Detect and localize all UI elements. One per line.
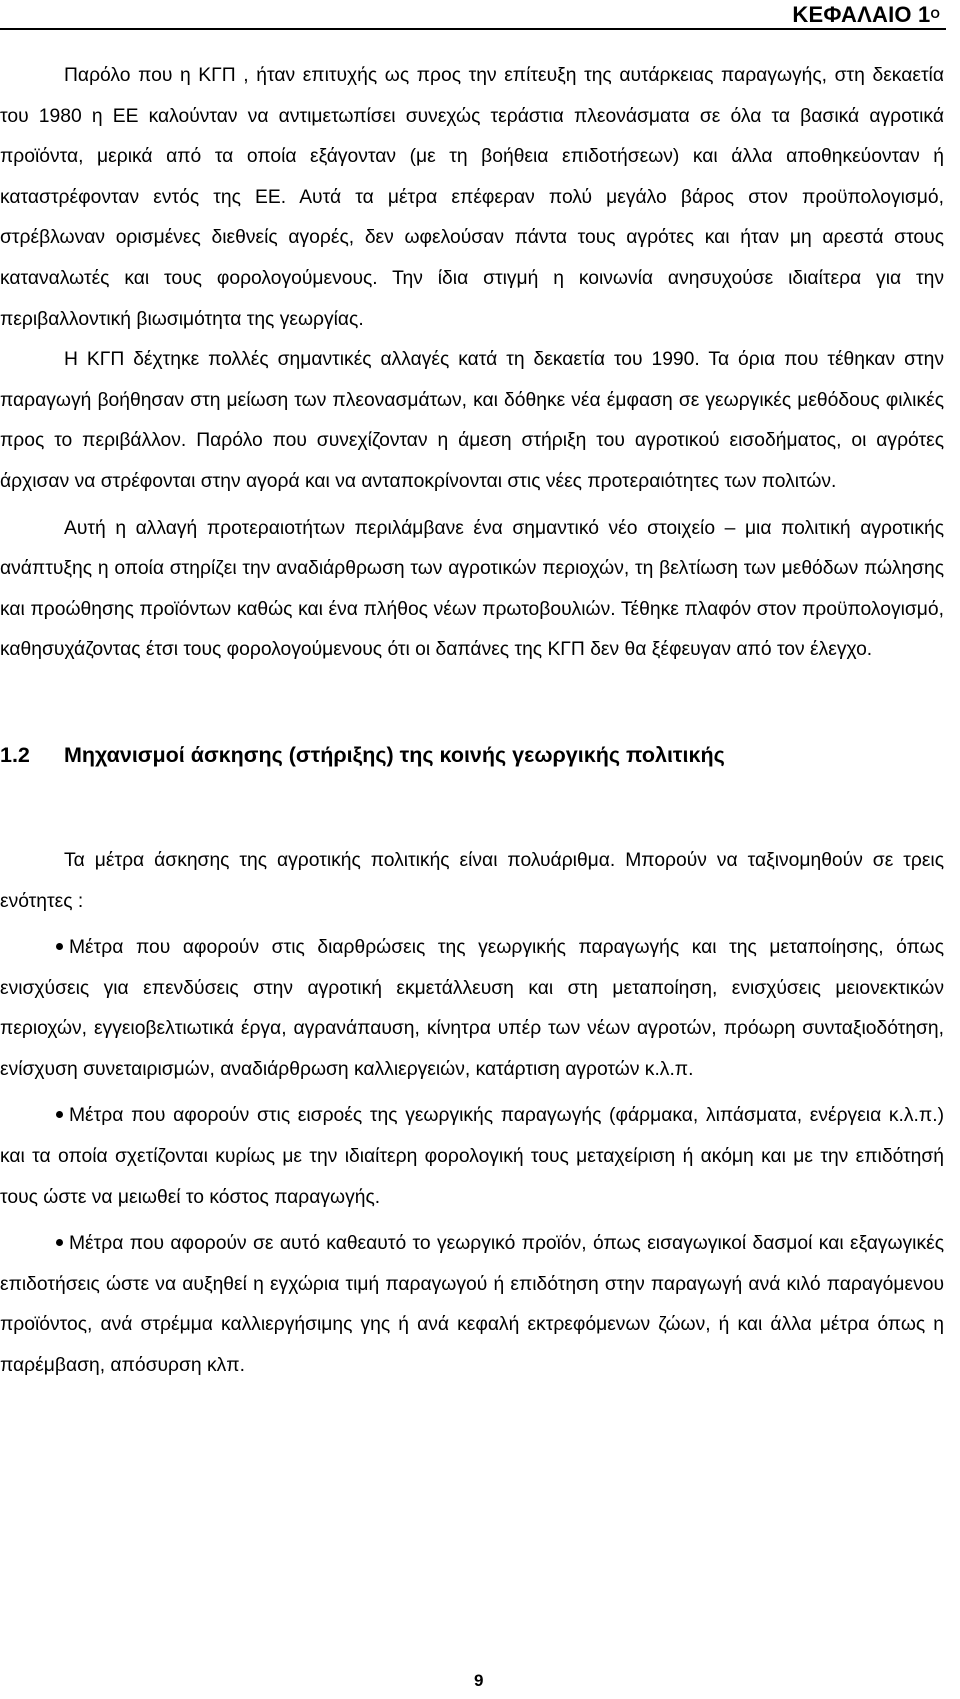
section-number: 1.2 xyxy=(0,742,30,767)
page-header xyxy=(0,0,960,30)
section-heading xyxy=(0,735,944,775)
bullet-text: Μέτρα που αφορούν στις διαρθρώσεις της γεωργικής παραγωγής και της μεταποίησης, όπως ενισχύσεις για επενδύσεις στην αγροτική εκμετάλλευση και στη μεταποίηση, ενισχύσεις μειονεκτικών περιοχών, εγγειοβελτιωτικά έργα, αγρανάπαυση, κίνητρα υπέρ των νέων αγροτών, πρόωρη συνταξιοδότηση, ενίσχυση συνεταιρισμών, αναδιάρθρωση καλλιεργειών, κατάρτιση αγροτών κ.λ.π. xyxy=(0,937,944,1080)
body-paragraph: Αυτή η αλλαγή προτεραιοτήτων περιλάμβανε ένα σημαντικό νέο στοιχείο – μια πολιτική αγροτικής ανάπτυξης η οποία στηρίζει την αναδιάρθρωση των αγροτικών περιοχών, τη βελτίωση των μεθόδων πώλησης και προώθησης προϊόντων καθώς και ένα πλήθος νέων πρωτοβουλιών. Τέθηκε πλαφόν στον προϋπολογισμό, καθησυχάζοντας έτσι τους φορολογούμενους ότι οι δαπάνες της ΚΓΠ δεν θα ξέφευγαν από τον έλεγχο. xyxy=(0,517,944,661)
bullet-icon xyxy=(56,1111,63,1118)
chapter-ordinal: Ο xyxy=(930,7,940,21)
body-paragraph: Παρόλο που η ΚΓΠ , ήταν επιτυχής ως προς την επίτευξη της αυτάρκειας παραγωγής, στη δεκαετία του 1980 η ΕΕ καλούνταν να αντιμετωπίσει συνεχώς τεράστια πλεονάσματα σε όλα τα βασικά αγροτικά προϊόντα, μερικά από τα οποία εξάγονταν (με τη βοήθεια επιδοτήσεων) και άλλα αποθηκεύονταν ή καταστρέφονταν εντός της ΕΕ. Αυτά τα μέτρα επέφεραν πολύ μεγάλο βάρος στον προϋπολογισμό, στρέβλωναν ορισμένες διεθνείς αγορές, δεν ωφελούσαν πάντα τους αγρότες και ήταν μη αρεστά στους καταναλωτές και τους φορολογούμενους. Την ίδια στιγμή η κοινωνία ανησυχούσε ιδιαίτερα για την περιβαλλοντική βιωσιμότητα της γεωργίας. xyxy=(0,65,944,330)
page-number: 9 xyxy=(474,1671,484,1690)
bullet-text: Μέτρα που αφορούν σε αυτό καθεαυτό το γεωργικό προϊόν, όπως εισαγωγικοί δασμοί και εξαγωγικές επιδοτήσεις ώστε να αυξηθεί η εγχώρια τιμή παραγωγού ή επιδότηση στην παραγωγή ανά κιλό παραγόμενου προϊόντος, ανά στρέμμα καλλιεργήσιμης γης ή ανά κεφαλή εκτρεφόμενων ζώων, ή και άλλα μέτρα όπως η παρέμβαση, απόσυρση κλπ. xyxy=(0,1233,944,1377)
chapter-label xyxy=(792,2,940,28)
bullet-icon xyxy=(56,1239,63,1246)
bullet-item xyxy=(0,1224,944,1386)
bullet-text: Μέτρα που αφορούν στις εισροές της γεωργικής παραγωγής (φάρμακα, λιπάσματα, ενέργεια κ.λ.π.) και τα οποία σχετίζονται κυρίως με την ιδιαίτερη φορολογική τους μεταχείριση ή ακόμη και με την επιδότησή τους ώστε να μειωθεί το κόστος παραγωγής. xyxy=(0,1105,944,1208)
bullet-icon xyxy=(56,943,63,950)
bullet-item xyxy=(0,1096,944,1218)
header-rule xyxy=(0,28,946,30)
body-paragraph: Η ΚΓΠ δέχτηκε πολλές σημαντικές αλλαγές κατά τη δεκαετία του 1990. Τα όρια που τέθηκαν στην παραγωγή βοήθησαν στη μείωση των πλεονασμάτων, και δόθηκε νέα έμφαση σε γεωργικές μεθόδους φιλικές προς το περιβάλλον. Παρόλο που συνεχίζονταν η άμεση στήριξη του αγροτικού εισοδήματος, οι αγρότες άρχισαν να στρέφονται στην αγορά και να ανταποκρίνονται στις νέες προτεραιότητες των πολιτών. xyxy=(0,349,944,492)
intro-paragraph: Τα μέτρα άσκησης της αγροτικής πολιτικής είναι πολυάριθμα. Μπορούν να ταξινομηθούν σε τρεις ενότητες : xyxy=(0,849,944,912)
bullet-item xyxy=(0,928,944,1090)
page-body xyxy=(0,56,944,1387)
section-title: Μηχανισμοί άσκησης (στήριξης) της κοινής γεωργικής πολιτικής xyxy=(64,742,725,767)
chapter-label-text: ΚΕΦΑΛΑΙΟ 1 xyxy=(792,2,931,27)
